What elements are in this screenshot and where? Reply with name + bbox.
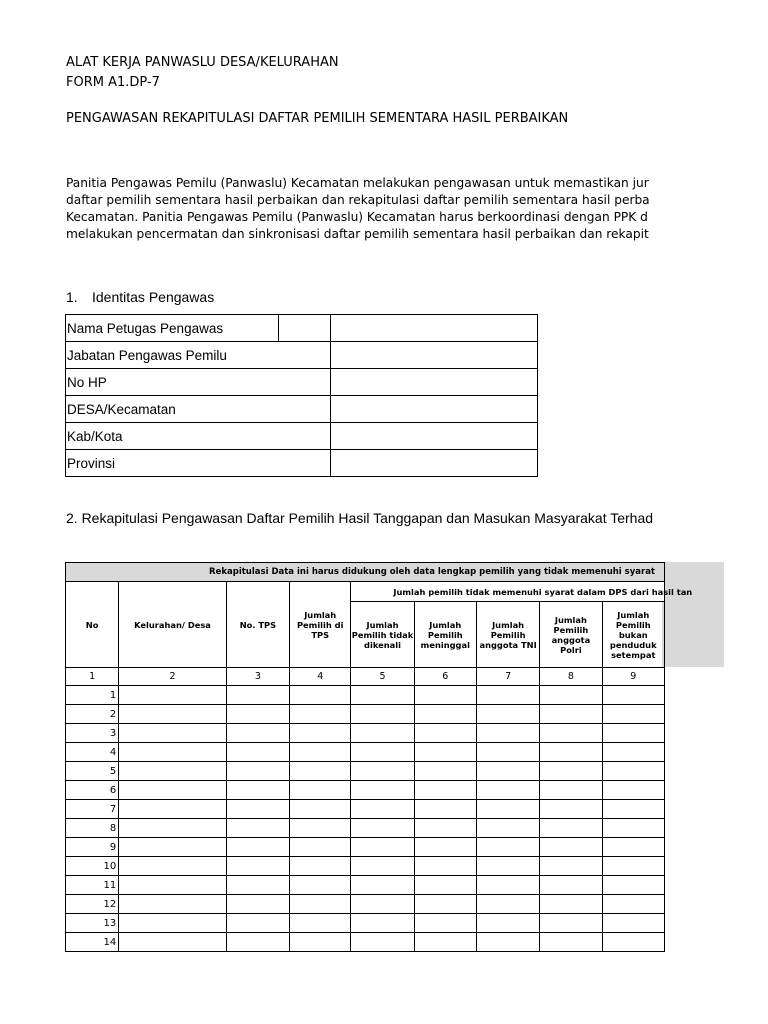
table-cell[interactable] bbox=[351, 857, 414, 876]
identity-value-field[interactable] bbox=[330, 315, 537, 342]
section-1-number: 1. bbox=[66, 289, 78, 305]
column-header-meninggal: Jumlah Pemilih meninggal bbox=[414, 602, 476, 668]
table-cell[interactable] bbox=[414, 914, 476, 933]
table-cell[interactable] bbox=[226, 800, 289, 819]
table-cell[interactable] bbox=[540, 724, 602, 743]
row-number: 5 bbox=[66, 762, 119, 781]
table-cell[interactable] bbox=[119, 819, 227, 838]
table-cell[interactable] bbox=[351, 724, 414, 743]
table-cell[interactable] bbox=[226, 781, 289, 800]
column-header-bukan-penduduk: Jumlah Pemilih bukan penduduk setempat bbox=[602, 602, 664, 668]
table-cell[interactable] bbox=[540, 838, 602, 857]
form-header-line-1: ALAT KERJA PANWASLU DESA/KELURAHAN bbox=[66, 55, 339, 70]
table-cell[interactable] bbox=[119, 857, 227, 876]
identity-row bbox=[66, 342, 538, 369]
identity-label: Jabatan Pengawas Pemilu bbox=[66, 342, 331, 369]
recap-banner: Rekapitulasi Data ini harus didukung oleh data lengkap pemilih yang tidak memenuhi syarat bbox=[66, 563, 665, 582]
table-cell[interactable] bbox=[540, 762, 602, 781]
table-cell[interactable] bbox=[119, 895, 227, 914]
column-number: 1 bbox=[66, 668, 119, 686]
column-number: 7 bbox=[476, 668, 539, 686]
table-cell[interactable] bbox=[414, 781, 476, 800]
table-cell[interactable] bbox=[476, 724, 539, 743]
table-row bbox=[66, 800, 665, 819]
table-cell[interactable] bbox=[290, 857, 351, 876]
table-cell[interactable] bbox=[226, 762, 289, 781]
table-cell[interactable] bbox=[351, 686, 414, 705]
row-number: 10 bbox=[66, 857, 119, 876]
table-cell[interactable] bbox=[602, 743, 664, 762]
table-cell[interactable] bbox=[414, 895, 476, 914]
table-cell[interactable] bbox=[414, 838, 476, 857]
table-cell[interactable] bbox=[476, 857, 539, 876]
identity-label: No HP bbox=[66, 369, 331, 396]
table-cell[interactable] bbox=[226, 819, 289, 838]
table-cell[interactable] bbox=[414, 724, 476, 743]
table-row bbox=[66, 876, 665, 895]
column-header-desa: Kelurahan/ Desa bbox=[119, 582, 227, 668]
table-cell[interactable] bbox=[226, 705, 289, 724]
table-cell[interactable] bbox=[351, 819, 414, 838]
section-1-label: Identitas Pengawas bbox=[92, 289, 215, 305]
table-cell[interactable] bbox=[119, 743, 227, 762]
table-cell[interactable] bbox=[602, 819, 664, 838]
table-cell[interactable] bbox=[414, 933, 476, 952]
table-cell[interactable] bbox=[602, 857, 664, 876]
table-cell[interactable] bbox=[226, 686, 289, 705]
column-number: 4 bbox=[290, 668, 351, 686]
table-row bbox=[66, 914, 665, 933]
identity-row bbox=[66, 423, 538, 450]
identity-label: Provinsi bbox=[66, 450, 331, 477]
recap-sub-banner: Jumlah pemilih tidak memenuhi syarat dalam DPS dari hasil tan bbox=[351, 582, 665, 602]
table-cell[interactable] bbox=[476, 762, 539, 781]
table-cell[interactable] bbox=[290, 895, 351, 914]
table-cell[interactable] bbox=[414, 762, 476, 781]
table-cell[interactable] bbox=[414, 876, 476, 895]
table-cell[interactable] bbox=[226, 933, 289, 952]
table-cell[interactable] bbox=[351, 876, 414, 895]
table-cell[interactable] bbox=[226, 876, 289, 895]
table-cell[interactable] bbox=[476, 895, 539, 914]
table-cell[interactable] bbox=[226, 724, 289, 743]
table-cell[interactable] bbox=[540, 895, 602, 914]
row-number: 7 bbox=[66, 800, 119, 819]
table-cell[interactable] bbox=[119, 914, 227, 933]
header-shading bbox=[662, 562, 724, 667]
table-cell[interactable] bbox=[351, 705, 414, 724]
intro-paragraph bbox=[66, 175, 662, 243]
table-row bbox=[66, 762, 665, 781]
row-number: 4 bbox=[66, 743, 119, 762]
recap-table-body bbox=[66, 686, 665, 952]
section-2-title: 2. Rekapitulasi Pengawasan Daftar Pemilih Hasil Tanggapan dan Masukan Masyarakat Terhad bbox=[66, 510, 654, 526]
row-number: 11 bbox=[66, 876, 119, 895]
table-row bbox=[66, 857, 665, 876]
table-cell[interactable] bbox=[290, 762, 351, 781]
table-cell[interactable] bbox=[119, 800, 227, 819]
identity-value-field[interactable] bbox=[330, 342, 537, 369]
identity-row bbox=[66, 396, 538, 423]
table-cell[interactable] bbox=[476, 800, 539, 819]
intro-line: Panitia Pengawas Pemilu (Panwaslu) Kecamatan melakukan pengawasan untuk memastikan jur bbox=[66, 176, 649, 190]
identity-row bbox=[66, 369, 538, 396]
table-cell[interactable] bbox=[290, 876, 351, 895]
column-header-tps: No. TPS bbox=[226, 582, 289, 668]
table-cell[interactable] bbox=[119, 781, 227, 800]
table-cell[interactable] bbox=[119, 762, 227, 781]
table-cell[interactable] bbox=[540, 933, 602, 952]
identity-label: DESA/Kecamatan bbox=[66, 396, 331, 423]
table-cell[interactable] bbox=[602, 762, 664, 781]
table-cell[interactable] bbox=[540, 857, 602, 876]
intro-line: Kecamatan. Panitia Pengawas Pemilu (Panwaslu) Kecamatan harus berkoordinasi dengan PPK d bbox=[66, 210, 648, 224]
table-cell[interactable] bbox=[290, 686, 351, 705]
table-cell[interactable] bbox=[351, 781, 414, 800]
row-number: 8 bbox=[66, 819, 119, 838]
table-row bbox=[66, 686, 665, 705]
identity-label: Nama Petugas Pengawas bbox=[66, 315, 279, 342]
table-cell[interactable] bbox=[290, 933, 351, 952]
intro-line: daftar pemilih sementara hasil perbaikan dan rekapitulasi daftar pemilih sementara hasil perba bbox=[66, 193, 650, 207]
table-row bbox=[66, 705, 665, 724]
table-cell[interactable] bbox=[602, 876, 664, 895]
table-cell[interactable] bbox=[476, 876, 539, 895]
table-cell[interactable] bbox=[540, 876, 602, 895]
table-cell[interactable] bbox=[414, 857, 476, 876]
table-cell[interactable] bbox=[414, 800, 476, 819]
table-cell[interactable] bbox=[290, 914, 351, 933]
table-cell[interactable] bbox=[602, 895, 664, 914]
table-cell[interactable] bbox=[226, 743, 289, 762]
table-cell[interactable] bbox=[119, 705, 227, 724]
table-cell[interactable] bbox=[414, 705, 476, 724]
column-header-no: No bbox=[66, 582, 119, 668]
recap-table-container bbox=[65, 562, 693, 954]
table-cell[interactable] bbox=[226, 857, 289, 876]
column-number: 6 bbox=[414, 668, 476, 686]
table-cell[interactable] bbox=[540, 705, 602, 724]
table-cell[interactable] bbox=[476, 781, 539, 800]
table-row bbox=[66, 895, 665, 914]
identity-table bbox=[65, 314, 538, 477]
table-cell[interactable] bbox=[602, 933, 664, 952]
table-cell[interactable] bbox=[540, 781, 602, 800]
table-cell[interactable] bbox=[540, 819, 602, 838]
row-number: 6 bbox=[66, 781, 119, 800]
table-cell[interactable] bbox=[119, 724, 227, 743]
table-row bbox=[66, 724, 665, 743]
column-number: 2 bbox=[119, 668, 227, 686]
table-cell[interactable] bbox=[476, 914, 539, 933]
identity-value-field[interactable] bbox=[330, 423, 537, 450]
column-header-jumlah-pemilih: Jumlah Pemilih di TPS bbox=[290, 582, 351, 668]
table-cell[interactable] bbox=[602, 686, 664, 705]
table-cell[interactable] bbox=[540, 914, 602, 933]
table-row bbox=[66, 933, 665, 952]
table-cell[interactable] bbox=[351, 933, 414, 952]
form-code: FORM A1.DP-7 bbox=[66, 75, 160, 90]
table-cell[interactable] bbox=[351, 762, 414, 781]
table-cell[interactable] bbox=[414, 819, 476, 838]
table-cell[interactable] bbox=[476, 705, 539, 724]
identity-row bbox=[66, 450, 538, 477]
table-cell[interactable] bbox=[119, 838, 227, 857]
table-cell[interactable] bbox=[351, 895, 414, 914]
column-number-row bbox=[66, 668, 665, 686]
table-cell[interactable] bbox=[119, 933, 227, 952]
row-number: 12 bbox=[66, 895, 119, 914]
table-cell[interactable] bbox=[226, 895, 289, 914]
identity-label-extra bbox=[278, 315, 330, 342]
intro-line: melakukan pencermatan dan sinkronisasi daftar pemilih sementara hasil perbaikan dan rekapit bbox=[66, 227, 649, 241]
column-number: 9 bbox=[602, 668, 664, 686]
table-cell[interactable] bbox=[476, 838, 539, 857]
table-cell[interactable] bbox=[602, 724, 664, 743]
row-number: 1 bbox=[66, 686, 119, 705]
table-cell[interactable] bbox=[351, 914, 414, 933]
table-cell[interactable] bbox=[351, 838, 414, 857]
identity-value-field[interactable] bbox=[330, 396, 537, 423]
table-cell[interactable] bbox=[476, 819, 539, 838]
column-header-tidak-dikenali: Jumlah Pemilih tidak dikenali bbox=[351, 602, 414, 668]
table-row bbox=[66, 781, 665, 800]
table-cell[interactable] bbox=[226, 838, 289, 857]
identity-value-field[interactable] bbox=[330, 450, 537, 477]
table-cell[interactable] bbox=[540, 686, 602, 705]
column-header-polri: Jumlah Pemilih anggota Polri bbox=[540, 602, 602, 668]
column-number: 8 bbox=[540, 668, 602, 686]
table-cell[interactable] bbox=[290, 838, 351, 857]
recap-table bbox=[65, 562, 693, 952]
table-cell[interactable] bbox=[476, 686, 539, 705]
table-cell[interactable] bbox=[351, 800, 414, 819]
row-number: 14 bbox=[66, 933, 119, 952]
table-cell[interactable] bbox=[290, 819, 351, 838]
table-cell[interactable] bbox=[476, 743, 539, 762]
table-cell[interactable] bbox=[414, 686, 476, 705]
column-number: 5 bbox=[351, 668, 414, 686]
table-cell[interactable] bbox=[226, 914, 289, 933]
section-1-title bbox=[66, 289, 214, 305]
table-row bbox=[66, 838, 665, 857]
row-number: 9 bbox=[66, 838, 119, 857]
column-header-tni: Jumlah Pemilih anggota TNI bbox=[476, 602, 539, 668]
row-number: 2 bbox=[66, 705, 119, 724]
table-cell[interactable] bbox=[602, 705, 664, 724]
table-cell[interactable] bbox=[414, 743, 476, 762]
table-row bbox=[66, 743, 665, 762]
table-cell[interactable] bbox=[290, 800, 351, 819]
table-cell[interactable] bbox=[119, 876, 227, 895]
table-cell[interactable] bbox=[290, 705, 351, 724]
row-number: 13 bbox=[66, 914, 119, 933]
table-cell[interactable] bbox=[119, 686, 227, 705]
table-cell[interactable] bbox=[602, 800, 664, 819]
column-number: 3 bbox=[226, 668, 289, 686]
table-cell[interactable] bbox=[290, 781, 351, 800]
table-cell[interactable] bbox=[540, 800, 602, 819]
table-cell[interactable] bbox=[351, 743, 414, 762]
table-cell[interactable] bbox=[602, 781, 664, 800]
table-cell[interactable] bbox=[540, 743, 602, 762]
table-row bbox=[66, 819, 665, 838]
table-cell[interactable] bbox=[476, 933, 539, 952]
identity-row bbox=[66, 315, 538, 342]
identity-value-field[interactable] bbox=[330, 369, 537, 396]
page-title: PENGAWASAN REKAPITULASI DAFTAR PEMILIH SEMENTARA HASIL PERBAIKAN bbox=[66, 111, 569, 126]
row-number: 3 bbox=[66, 724, 119, 743]
table-cell[interactable] bbox=[290, 724, 351, 743]
table-cell[interactable] bbox=[602, 914, 664, 933]
table-cell[interactable] bbox=[602, 838, 664, 857]
identity-label: Kab/Kota bbox=[66, 423, 331, 450]
table-cell[interactable] bbox=[290, 743, 351, 762]
